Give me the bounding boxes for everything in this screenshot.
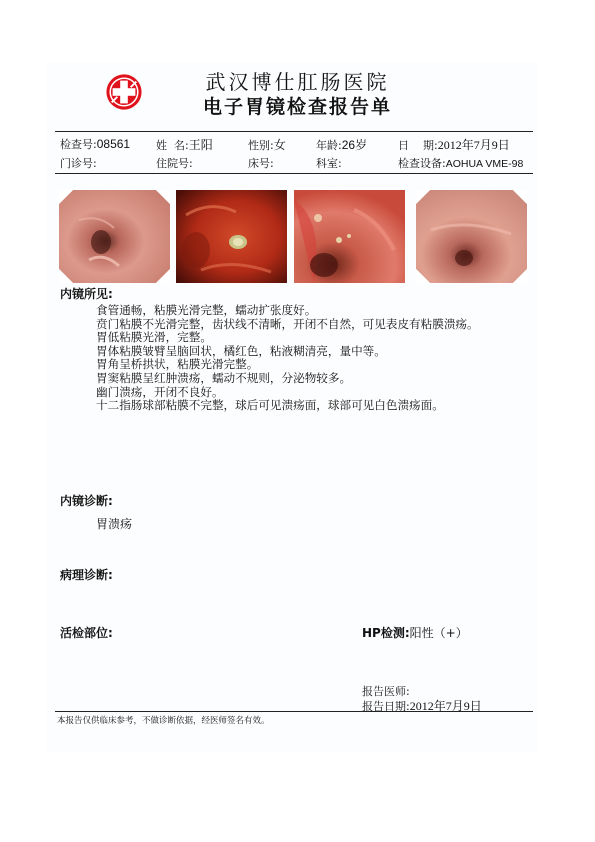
name-field (156, 136, 213, 153)
gender-field (248, 136, 286, 153)
date-value: 2012年7月9日 (437, 138, 510, 152)
gender-label: 性别: (248, 139, 274, 152)
inpatient-field (156, 155, 193, 171)
stomach-ulcer-endoscopy-image (176, 190, 287, 283)
report-title: 电子胃镜检查报告单 (202, 96, 392, 118)
header-rule-bottom (55, 173, 533, 174)
stomach-endoscopy-image (416, 190, 527, 283)
inpatient-label: 住院号: (156, 157, 193, 170)
esophagus-endoscopy-image (59, 190, 170, 283)
report-date-label: 报告日期: (362, 700, 410, 713)
diagnosis-label: 内镜诊断: (60, 494, 113, 508)
exam-no-label: 检查号: (60, 138, 97, 151)
diagnosis-text: 胃溃疡 (96, 517, 133, 531)
date-label: 日 期: (398, 139, 438, 152)
device-label: 检查设备: (398, 157, 446, 170)
biopsy-label: 活检部位: (60, 626, 113, 640)
exam-no-field (60, 136, 130, 152)
report-date-value: 2012年7月9日 (409, 699, 482, 713)
outpatient-field (60, 155, 97, 171)
outpatient-label: 门诊号: (60, 157, 97, 170)
device-field (398, 155, 523, 171)
dept-field (316, 155, 342, 171)
exam-no-value: 08561 (96, 137, 131, 151)
age-value: 26岁 (341, 138, 368, 152)
bed-field (248, 155, 274, 171)
findings-line: 贲门粘膜不光滑完整，齿状线不清晰，开闭不自然，可见表皮有粘膜溃疡。 (96, 316, 479, 331)
age-field (316, 136, 367, 153)
footer-rule (55, 711, 533, 712)
hospital-name: 武汉博仕肛肠医院 (205, 70, 390, 94)
findings-line: 胃角呈桥拱状，粘膜光滑完整。 (96, 357, 259, 372)
findings-line: 胃低粘膜光滑，完整。 (96, 330, 212, 345)
findings-line: 胃窦粘膜呈红肿溃疡，蠕动不规则，分泌物较多。 (96, 370, 352, 385)
name-label: 姓 名: (156, 139, 189, 152)
age-label: 年龄: (316, 139, 342, 152)
duodenum-endoscopy-image (294, 190, 405, 283)
header-rule-top (55, 131, 533, 132)
date-field (398, 136, 510, 153)
dept-label: 科室: (316, 157, 342, 170)
hp-label: HP检测: (362, 626, 410, 640)
doctor-label: 报告医师: (362, 685, 410, 698)
device-value: AOHUA VME-98 (445, 158, 524, 170)
gender-value: 女 (273, 138, 286, 152)
findings-line: 十二指肠球部粘膜不完整，球后可见溃疡面，球部可见白色溃疡面。 (96, 398, 444, 413)
pathology-label: 病理诊断: (60, 568, 113, 582)
bed-label: 床号: (248, 157, 274, 170)
hp-test (362, 624, 468, 641)
findings-line: 幽门溃疡，开闭不良好。 (96, 384, 224, 399)
findings-text (96, 304, 479, 413)
name-value: 王阳 (188, 138, 213, 152)
findings-line: 胃体粘膜皱臂呈脑回状，橘红色，粘液糊清亮，量中等。 (96, 343, 386, 358)
findings-label: 内镜所见: (60, 287, 113, 301)
findings-line: 食管通畅，粘膜光滑完整，蠕动扩张度好。 (96, 303, 317, 317)
hp-value: 阳性（+） (409, 626, 468, 640)
footer-note: 本报告仅供临床参考，不做诊断依据，经医师签名有效。 (57, 716, 270, 726)
